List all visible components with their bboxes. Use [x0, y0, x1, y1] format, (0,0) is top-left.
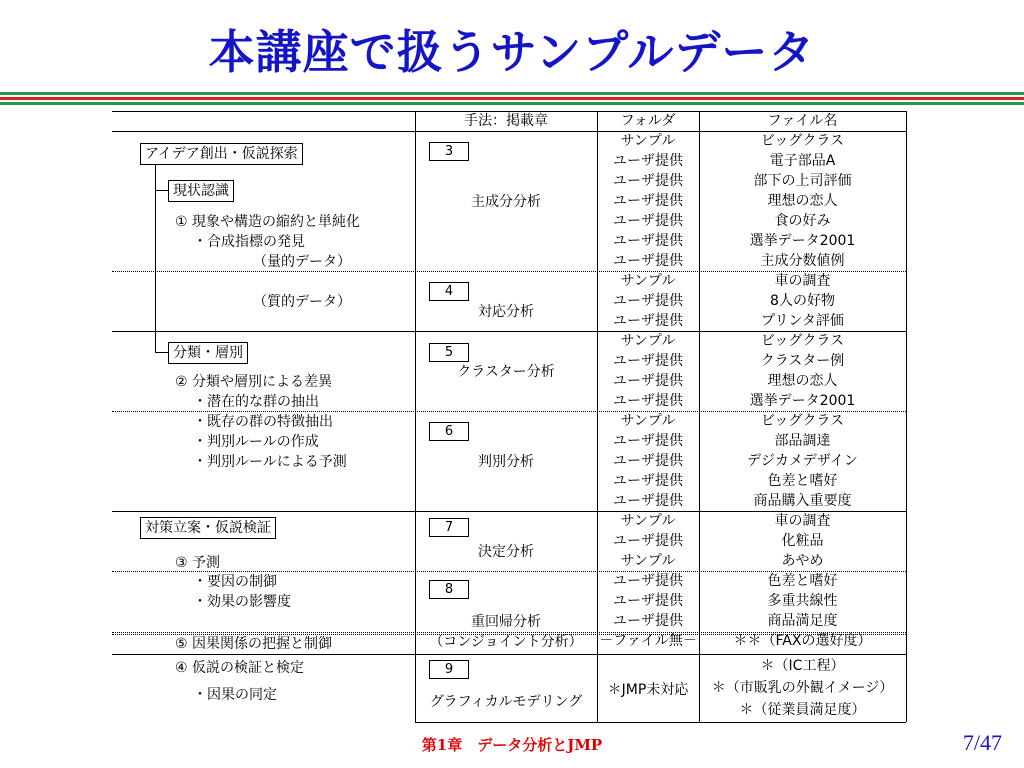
folder-cell: ユーザ提供	[613, 393, 683, 409]
folder-cell: サンプル	[620, 273, 676, 289]
item-4-sub: ・因果の同定	[193, 687, 277, 703]
folder-cell: ユーザ提供	[613, 593, 683, 609]
folder-cell: ユーザ提供	[613, 193, 683, 209]
file-cell: 多重共線性	[767, 593, 838, 609]
file-cell: 部品調達	[774, 433, 831, 449]
file-cell: クラスター例	[760, 353, 845, 369]
folder-cell: ユーザ提供	[613, 293, 683, 309]
folder-cell: ユーザ提供	[613, 233, 683, 249]
method-name: 主成分分析	[471, 194, 541, 210]
folder-cell: ユーザ提供	[613, 613, 683, 629]
item-1-sub: ・合成指標の発見	[193, 234, 305, 250]
file-cell: 車の調査	[774, 273, 831, 289]
header-method: 手法：掲載章	[464, 113, 548, 129]
quantitative-data-label: （量的データ）	[253, 254, 351, 270]
method-note: （コンジョイント分析）	[429, 634, 583, 650]
chapter-number-box: 5	[429, 343, 469, 362]
folder-cell: ユーザ提供	[613, 353, 683, 369]
folder-cell: サンプル	[620, 553, 676, 569]
file-cell: ビッグクラス	[760, 133, 845, 149]
file-cell: ＊（IC工程）	[760, 658, 845, 674]
page-number: 7/47	[962, 730, 1002, 755]
file-cell: 部下の上司評価	[753, 173, 852, 189]
box-measures: 対策立案・仮説検証	[140, 517, 276, 539]
folder-cell: ユーザ提供	[613, 573, 683, 589]
folder-cell: サンプル	[620, 513, 676, 529]
file-cell: 主成分数値例	[760, 253, 845, 269]
chapter-number-box: 3	[429, 142, 469, 161]
chapter-number-box: 4	[429, 282, 469, 301]
page-title: 本講座で扱うサンプルデータ	[208, 25, 816, 79]
file-cell: 8人の好物	[770, 293, 835, 309]
footer-chapter: 第1章 データ分析とJMP	[421, 736, 603, 754]
folder-cell: サンプル	[620, 333, 676, 349]
file-cell: 商品購入重要度	[753, 493, 852, 509]
folder-cell: ユーザ提供	[613, 153, 683, 169]
item-2-sub-4: ・判別ルールによる予測	[193, 454, 347, 470]
method-name: 重回帰分析	[471, 614, 541, 630]
method-name: グラフィカルモデリング	[429, 694, 583, 710]
file-cell: 選挙データ2001	[749, 393, 856, 409]
file-cell: デジカメデザイン	[747, 453, 858, 469]
method-name: 対応分析	[478, 304, 534, 320]
section-divider	[112, 654, 906, 655]
folder-cell: ユーザ提供	[613, 253, 683, 269]
file-cell: あやめ	[781, 553, 824, 569]
box-current-recognition: 現状認識	[168, 180, 234, 202]
item-2-sub-2: ・既存の群の特徴抽出	[193, 414, 333, 430]
file-cell: ビッグクラス	[760, 413, 845, 429]
file-cell: 選挙データ2001	[749, 233, 856, 249]
box-classification: 分類・層別	[168, 342, 248, 364]
folder-cell: ユーザ提供	[613, 453, 683, 469]
chapter-number-box: 6	[429, 422, 469, 441]
item-3-sub-2: ・効果の影響度	[193, 594, 291, 610]
file-cell: 理想の恋人	[767, 193, 838, 209]
file-cell: 電子部品A	[769, 153, 836, 169]
folder-jmp-unsupported: ＊JMP未対応	[607, 682, 689, 698]
item-3-sub-1: ・要因の制御	[193, 574, 277, 590]
item-2-sub: ・潜在的な群の抽出	[193, 394, 319, 410]
file-cell: プリンタ評価	[761, 313, 844, 329]
file-cell: 食の好み	[774, 213, 831, 229]
file-cell: ビッグクラス	[760, 333, 845, 349]
item-2-sub-3: ・判別ルールの作成	[193, 434, 319, 450]
file-cell: 理想の恋人	[767, 373, 838, 389]
file-cell: ＊＊（FAXの選好度）	[733, 633, 872, 649]
file-cell: 化粧品	[781, 533, 824, 549]
tree-connector	[155, 165, 156, 352]
chapter-number-box: 9	[429, 660, 469, 679]
folder-cell: ユーザ提供	[613, 493, 683, 509]
folder-cell: ユーザ提供	[613, 473, 683, 489]
item-1: ① 現象や構造の縮約と単純化	[175, 214, 361, 230]
method-name: 判別分析	[478, 454, 534, 470]
folder-cell: ユーザ提供	[613, 313, 683, 329]
folder-cell: ユーザ提供	[613, 373, 683, 389]
file-cell: 色差と嗜好	[767, 473, 838, 489]
header-file: ファイル名	[767, 113, 838, 129]
file-cell: 商品満足度	[767, 613, 838, 629]
item-4: ④ 仮説の検証と検定	[175, 660, 305, 676]
folder-cell: サンプル	[620, 133, 676, 149]
file-cell: ＊（市販乳の外観イメージ）	[711, 680, 894, 696]
qualitative-data-label: （質的データ）	[253, 294, 351, 310]
header-folder: フォルダ	[620, 113, 676, 129]
folder-cell: ユーザ提供	[613, 533, 683, 549]
folder-cell: ユーザ提供	[613, 173, 683, 189]
method-name: クラスター分析	[457, 364, 555, 380]
folder-cell: サンプル	[620, 413, 676, 429]
file-cell: 色差と嗜好	[767, 573, 838, 589]
box-idea-creation: アイデア創出・仮説探索	[140, 143, 303, 165]
item-5: ⑤ 因果関係の把握と制御	[175, 636, 333, 652]
folder-cell: ユーザ提供	[613, 433, 683, 449]
item-3: ③ 予測	[175, 555, 221, 571]
item-2: ② 分類や層別による差異	[175, 374, 333, 390]
file-cell: ＊（従業員満足度）	[739, 702, 866, 718]
method-name: 決定分析	[478, 544, 534, 560]
chapter-number-box: 7	[429, 518, 469, 537]
chapter-number-box: 8	[429, 580, 469, 599]
file-cell: 車の調査	[774, 513, 831, 529]
folder-cell: －ファイル無－	[599, 633, 697, 649]
table-bottom-border	[415, 722, 906, 723]
table-right-border	[906, 111, 907, 722]
folder-cell: ユーザ提供	[613, 213, 683, 229]
